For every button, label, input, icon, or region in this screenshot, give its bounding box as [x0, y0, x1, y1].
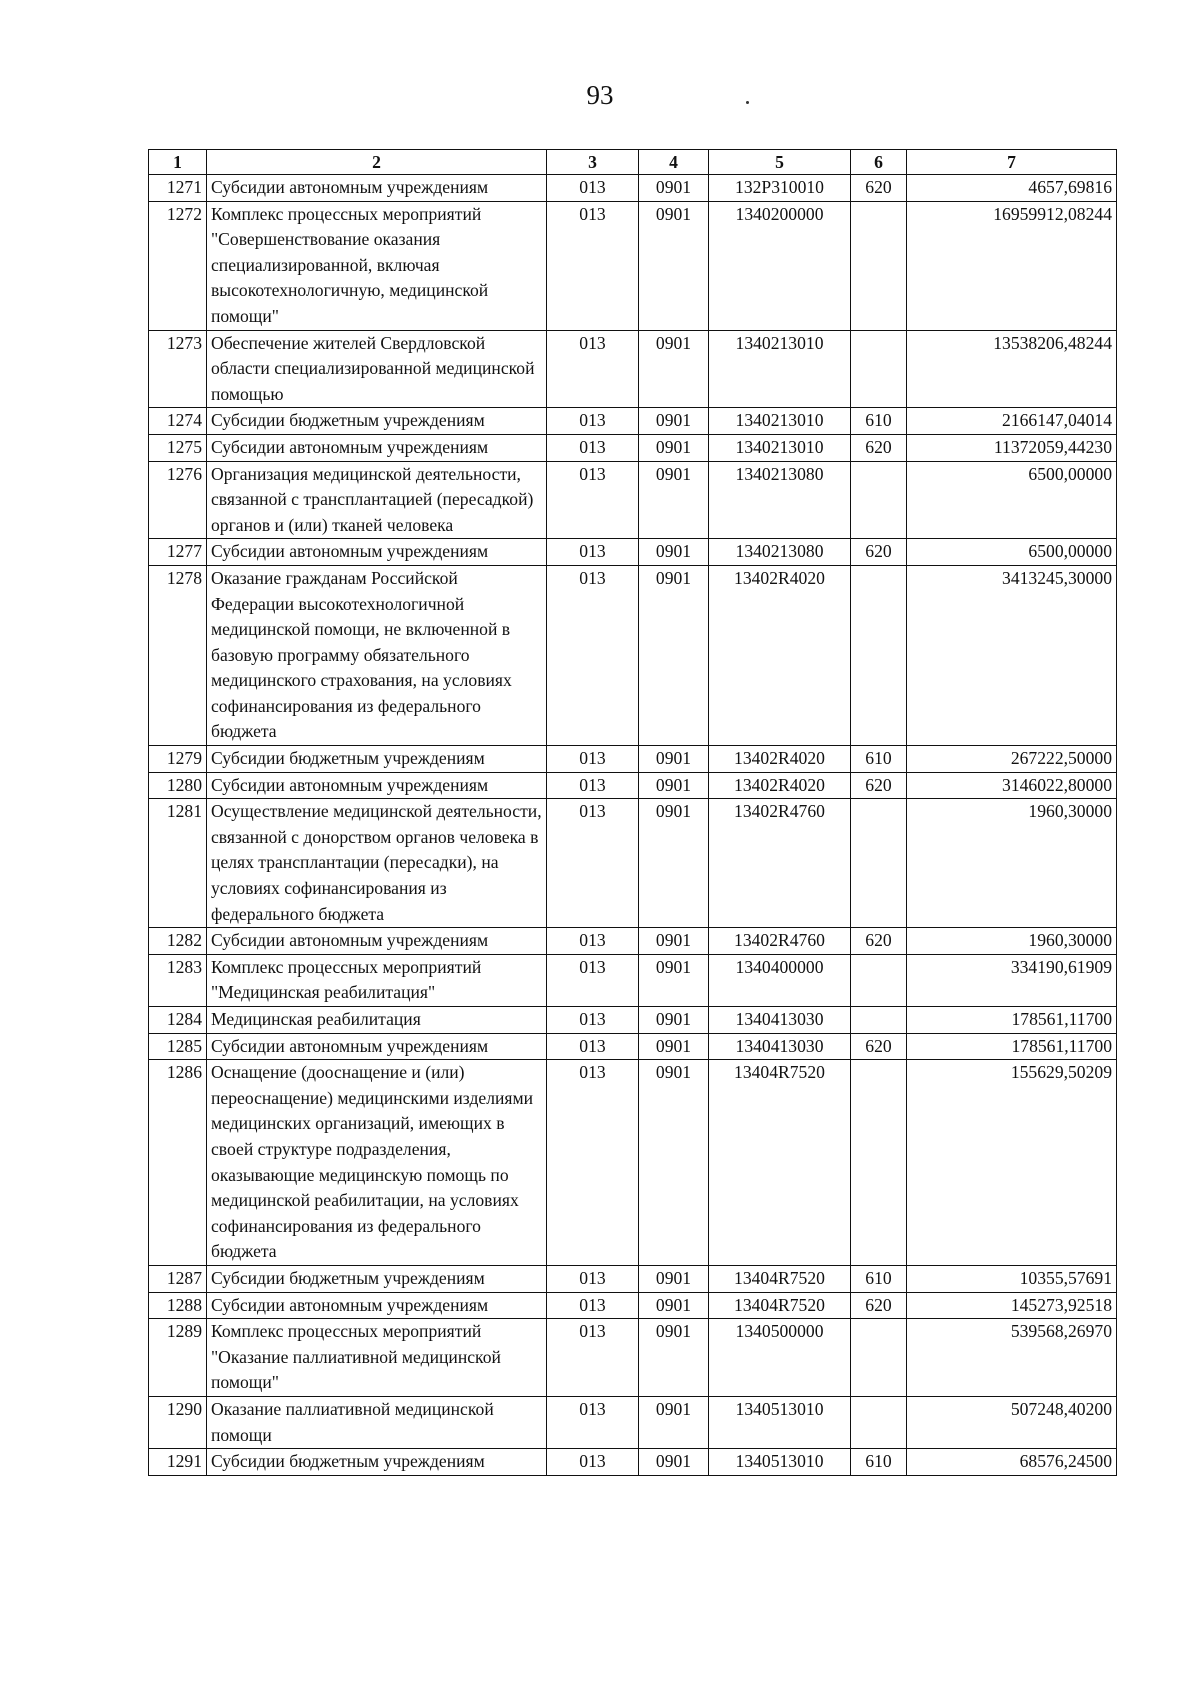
item-name-cell: Комплекс процессных мероприятий "Оказание паллиативной медицинской помощи"	[207, 1319, 547, 1397]
item-name-cell: Оказание гражданам Российской Федерации высокотехнологичной медицинской помощи, не включенной в базовую программу обязательного медицинского страхования, на условиях софинансирования из федерального бюджета	[207, 565, 547, 745]
item-name-cell: Медицинская реабилитация	[207, 1007, 547, 1034]
column-header-2: 2	[207, 150, 547, 175]
item-name-cell: Субсидии бюджетным учреждениям	[207, 408, 547, 435]
ministry-code-cell: 013	[547, 1292, 639, 1319]
table-row	[149, 201, 1117, 330]
item-name-cell: Осуществление медицинской деятельности, связанной с донорством органов человека в целях трансплантации (пересадки), на условиях софинансирования из федерального бюджета	[207, 799, 547, 928]
expense-type-cell	[851, 799, 907, 928]
ministry-code-cell: 013	[547, 1265, 639, 1292]
amount-cell: 2166147,04014	[907, 408, 1117, 435]
row-number-cell: 1277	[149, 539, 207, 566]
table-row	[149, 175, 1117, 202]
section-code-cell: 0901	[639, 1449, 709, 1476]
column-header-1: 1	[149, 150, 207, 175]
amount-cell: 1960,30000	[907, 928, 1117, 955]
amount-cell: 11372059,44230	[907, 434, 1117, 461]
ministry-code-cell: 013	[547, 1060, 639, 1266]
item-name-cell: Субсидии автономным учреждениям	[207, 772, 547, 799]
item-name-cell: Субсидии бюджетным учреждениям	[207, 1449, 547, 1476]
ministry-code-cell: 013	[547, 1007, 639, 1034]
ministry-code-cell: 013	[547, 175, 639, 202]
table-row	[149, 954, 1117, 1006]
ministry-code-cell: 013	[547, 799, 639, 928]
table-header	[149, 150, 1117, 175]
column-header-5: 5	[709, 150, 851, 175]
amount-cell: 1960,30000	[907, 799, 1117, 928]
target-article-cell: 13402R4020	[709, 746, 851, 773]
table-row	[149, 1292, 1117, 1319]
column-header-6: 6	[851, 150, 907, 175]
ministry-code-cell: 013	[547, 565, 639, 745]
ministry-code-cell: 013	[547, 539, 639, 566]
item-name-cell: Субсидии автономным учреждениям	[207, 539, 547, 566]
amount-cell: 3146022,80000	[907, 772, 1117, 799]
expense-type-cell	[851, 201, 907, 330]
amount-cell: 178561,11700	[907, 1007, 1117, 1034]
row-number-cell: 1290	[149, 1396, 207, 1448]
item-name-cell: Оказание паллиативной медицинской помощи	[207, 1396, 547, 1448]
table-row	[149, 539, 1117, 566]
amount-cell: 6500,00000	[907, 461, 1117, 539]
target-article-cell: 1340413030	[709, 1033, 851, 1060]
item-name-cell: Субсидии бюджетным учреждениям	[207, 746, 547, 773]
table-row	[149, 1060, 1117, 1266]
expense-type-cell: 620	[851, 1033, 907, 1060]
table-row	[149, 461, 1117, 539]
target-article-cell: 1340500000	[709, 1319, 851, 1397]
ministry-code-cell: 013	[547, 461, 639, 539]
expense-type-cell	[851, 1007, 907, 1034]
section-code-cell: 0901	[639, 408, 709, 435]
row-number-cell: 1278	[149, 565, 207, 745]
amount-cell: 3413245,30000	[907, 565, 1117, 745]
item-name-cell: Субсидии бюджетным учреждениям	[207, 1265, 547, 1292]
expense-type-cell: 620	[851, 772, 907, 799]
section-code-cell: 0901	[639, 1396, 709, 1448]
item-name-cell: Субсидии автономным учреждениям	[207, 928, 547, 955]
table-row	[149, 408, 1117, 435]
section-code-cell: 0901	[639, 1007, 709, 1034]
expense-type-cell: 620	[851, 928, 907, 955]
table-row	[149, 928, 1117, 955]
table-body	[149, 175, 1117, 1476]
budget-table	[148, 149, 1117, 1476]
ministry-code-cell: 013	[547, 1449, 639, 1476]
section-code-cell: 0901	[639, 565, 709, 745]
table-row	[149, 772, 1117, 799]
amount-cell: 145273,92518	[907, 1292, 1117, 1319]
row-number-cell: 1283	[149, 954, 207, 1006]
expense-type-cell: 610	[851, 746, 907, 773]
ministry-code-cell: 013	[547, 954, 639, 1006]
section-code-cell: 0901	[639, 434, 709, 461]
target-article-cell: 13402R4760	[709, 799, 851, 928]
row-number-cell: 1276	[149, 461, 207, 539]
section-code-cell: 0901	[639, 201, 709, 330]
section-code-cell: 0901	[639, 772, 709, 799]
row-number-cell: 1288	[149, 1292, 207, 1319]
section-code-cell: 0901	[639, 746, 709, 773]
row-number-cell: 1285	[149, 1033, 207, 1060]
table-row	[149, 330, 1117, 408]
table-row	[149, 434, 1117, 461]
amount-cell: 334190,61909	[907, 954, 1117, 1006]
amount-cell: 539568,26970	[907, 1319, 1117, 1397]
amount-cell: 267222,50000	[907, 746, 1117, 773]
row-number-cell: 1271	[149, 175, 207, 202]
section-code-cell: 0901	[639, 1292, 709, 1319]
expense-type-cell	[851, 1060, 907, 1266]
target-article-cell: 13404R7520	[709, 1265, 851, 1292]
expense-type-cell: 620	[851, 175, 907, 202]
table-row	[149, 1449, 1117, 1476]
target-article-cell: 13404R7520	[709, 1292, 851, 1319]
target-article-cell: 1340513010	[709, 1396, 851, 1448]
page-number: 93	[586, 80, 614, 110]
section-code-cell: 0901	[639, 461, 709, 539]
row-number-cell: 1284	[149, 1007, 207, 1034]
target-article-cell: 13402R4020	[709, 565, 851, 745]
target-article-cell: 1340213010	[709, 434, 851, 461]
amount-cell: 6500,00000	[907, 539, 1117, 566]
column-header-3: 3	[547, 150, 639, 175]
section-code-cell: 0901	[639, 1319, 709, 1397]
section-code-cell: 0901	[639, 799, 709, 928]
target-article-cell: 132Р310010	[709, 175, 851, 202]
ministry-code-cell: 013	[547, 1033, 639, 1060]
table-row	[149, 1396, 1117, 1448]
table-row	[149, 1319, 1117, 1397]
table-row	[149, 746, 1117, 773]
row-number-cell: 1272	[149, 201, 207, 330]
amount-cell: 13538206,48244	[907, 330, 1117, 408]
expense-type-cell	[851, 461, 907, 539]
row-number-cell: 1280	[149, 772, 207, 799]
column-header-4: 4	[639, 150, 709, 175]
target-article-cell: 1340200000	[709, 201, 851, 330]
row-number-cell: 1291	[149, 1449, 207, 1476]
target-article-cell: 13404R7520	[709, 1060, 851, 1266]
item-name-cell: Обеспечение жителей Свердловской области специализированной медицинской помощью	[207, 330, 547, 408]
section-code-cell: 0901	[639, 175, 709, 202]
target-article-cell: 1340213010	[709, 408, 851, 435]
header-row	[149, 150, 1117, 175]
ministry-code-cell: 013	[547, 772, 639, 799]
target-article-cell: 1340213080	[709, 461, 851, 539]
amount-cell: 16959912,08244	[907, 201, 1117, 330]
expense-type-cell	[851, 1319, 907, 1397]
target-article-cell: 1340213080	[709, 539, 851, 566]
target-article-cell: 1340413030	[709, 1007, 851, 1034]
table-row	[149, 799, 1117, 928]
row-number-cell: 1279	[149, 746, 207, 773]
ministry-code-cell: 013	[547, 1396, 639, 1448]
expense-type-cell: 610	[851, 1265, 907, 1292]
amount-cell: 10355,57691	[907, 1265, 1117, 1292]
expense-type-cell: 610	[851, 408, 907, 435]
item-name-cell: Оснащение (дооснащение и (или) переоснащение) медицинскими изделиями медицинских организаций, имеющих в своей структуре подразделения, оказывающие медицинскую помощь по медицинской реабилитации, на условиях софинансирования из федерального бюджета	[207, 1060, 547, 1266]
section-code-cell: 0901	[639, 539, 709, 566]
table-row	[149, 565, 1117, 745]
table-row	[149, 1033, 1117, 1060]
target-article-cell: 1340213010	[709, 330, 851, 408]
target-article-cell: 1340513010	[709, 1449, 851, 1476]
section-code-cell: 0901	[639, 1265, 709, 1292]
target-article-cell: 1340400000	[709, 954, 851, 1006]
column-header-7: 7	[907, 150, 1117, 175]
section-code-cell: 0901	[639, 330, 709, 408]
row-number-cell: 1286	[149, 1060, 207, 1266]
section-code-cell: 0901	[639, 954, 709, 1006]
ministry-code-cell: 013	[547, 408, 639, 435]
row-number-cell: 1274	[149, 408, 207, 435]
expense-type-cell: 620	[851, 434, 907, 461]
ministry-code-cell: 013	[547, 201, 639, 330]
ministry-code-cell: 013	[547, 928, 639, 955]
ministry-code-cell: 013	[547, 434, 639, 461]
amount-cell: 178561,11700	[907, 1033, 1117, 1060]
table-row	[149, 1007, 1117, 1034]
ministry-code-cell: 013	[547, 1319, 639, 1397]
amount-cell: 68576,24500	[907, 1449, 1117, 1476]
expense-type-cell: 610	[851, 1449, 907, 1476]
section-code-cell: 0901	[639, 928, 709, 955]
expense-type-cell	[851, 565, 907, 745]
item-name-cell: Комплекс процессных мероприятий "Совершенствование оказания специализированной, включая высокотехнологичную, медицинской помощи"	[207, 201, 547, 330]
item-name-cell: Субсидии автономным учреждениям	[207, 1033, 547, 1060]
row-number-cell: 1287	[149, 1265, 207, 1292]
expense-type-cell	[851, 954, 907, 1006]
target-article-cell: 13402R4760	[709, 928, 851, 955]
ministry-code-cell: 013	[547, 330, 639, 408]
row-number-cell: 1289	[149, 1319, 207, 1397]
expense-type-cell	[851, 1396, 907, 1448]
item-name-cell: Субсидии автономным учреждениям	[207, 1292, 547, 1319]
row-number-cell: 1282	[149, 928, 207, 955]
expense-type-cell: 620	[851, 1292, 907, 1319]
table-row	[149, 1265, 1117, 1292]
row-number-cell: 1275	[149, 434, 207, 461]
expense-type-cell: 620	[851, 539, 907, 566]
amount-cell: 155629,50209	[907, 1060, 1117, 1266]
item-name-cell: Комплекс процессных мероприятий "Медицинская реабилитация"	[207, 954, 547, 1006]
item-name-cell: Субсидии автономным учреждениям	[207, 175, 547, 202]
section-code-cell: 0901	[639, 1033, 709, 1060]
row-number-cell: 1273	[149, 330, 207, 408]
target-article-cell: 13402R4020	[709, 772, 851, 799]
expense-type-cell	[851, 330, 907, 408]
amount-cell: 4657,69816	[907, 175, 1117, 202]
section-code-cell: 0901	[639, 1060, 709, 1266]
item-name-cell: Организация медицинской деятельности, связанной с трансплантацией (пересадкой) органов и (или) тканей человека	[207, 461, 547, 539]
scan-artifact-dot	[746, 101, 749, 104]
row-number-cell: 1281	[149, 799, 207, 928]
amount-cell: 507248,40200	[907, 1396, 1117, 1448]
ministry-code-cell: 013	[547, 746, 639, 773]
item-name-cell: Субсидии автономным учреждениям	[207, 434, 547, 461]
